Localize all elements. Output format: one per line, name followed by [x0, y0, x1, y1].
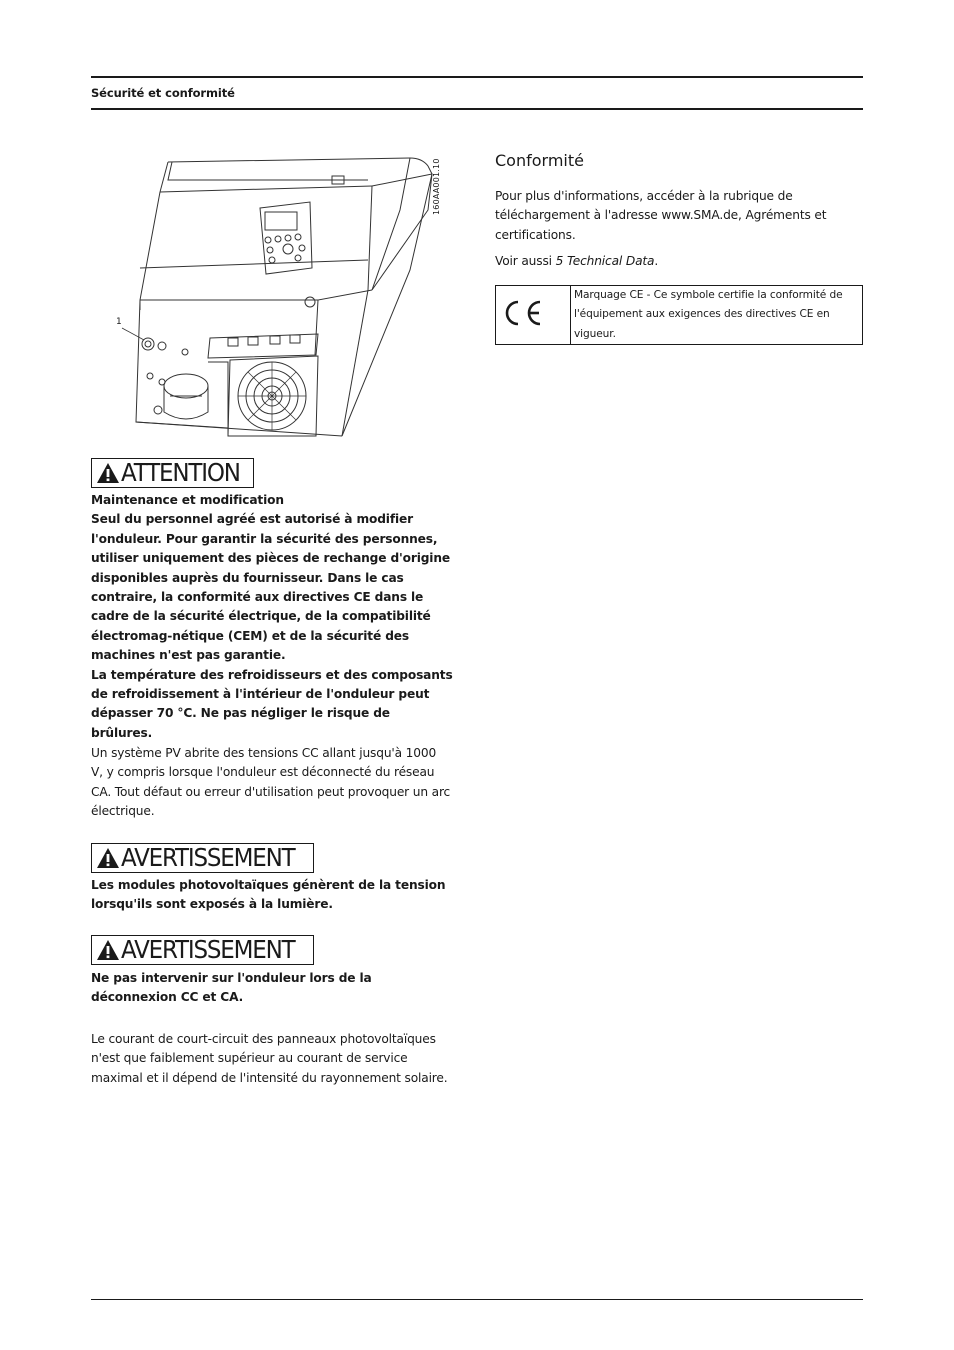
header-top-rule	[91, 76, 863, 78]
see-also-prefix: Voir aussi	[495, 254, 552, 268]
see-also-line	[495, 252, 840, 271]
pv-voltage-paragraph: Un système PV abrite des tensions CC allant jusqu'à 1000 V, y compris lorsque l'onduleur est déconnecté du réseau CA. Tout défaut ou erreur d'utilisation peut provoquer un arc électrique.	[91, 746, 451, 819]
warning-2-label-box	[91, 935, 314, 965]
figure-code: 160AA001.10	[432, 158, 441, 215]
attention-label-box	[91, 458, 254, 488]
short-circuit-paragraph: Le courant de court-circuit des panneaux photovoltaïques n'est que faiblement supérieur au courant de service maximal et il dépend de l'intensité du rayonnement solaire.	[91, 1032, 448, 1085]
conformity-paragraph: Pour plus d'informations, accéder à la rubrique de téléchargement à l'adresse www.SMA.de, Agréments et certifications.	[495, 189, 827, 242]
ce-mark-icon	[500, 298, 544, 328]
attention-body-1: Seul du personnel agréé est autorisé à modifier l'onduleur. Pour garantir la sécurité des personnes, utiliser uniquement des pièces de rechange d'origine disponibles auprès du fournisseur. Dans le cas contraire, la conformité aux directives CE dans le cadre de la sécurité électrique, de la compatibilité électromag-nétique (CEM) et de la sécurité des machines n'est pas garantie.	[91, 512, 450, 663]
warning-triangle-icon	[96, 847, 120, 869]
warning-1-label-box	[91, 843, 314, 873]
attention-title: Maintenance et modification	[91, 493, 284, 507]
attention-label: ATTENTION	[121, 458, 240, 487]
conformity-heading: Conformité	[495, 151, 584, 170]
warning-1-label: AVERTISSEMENT	[121, 843, 295, 872]
ce-mark-description: Marquage CE - Ce symbole certifie la conformité de l'équipement aux exigences des directives CE en vigueur.	[571, 286, 863, 345]
footer-rule	[91, 1299, 863, 1300]
warning-1-body: Les modules photovoltaïques génèrent de la tension lorsqu'ils sont exposés à la lumière.	[91, 878, 446, 912]
figure-callout: 1	[116, 317, 122, 327]
technical-data-link[interactable]: 5 Technical Data	[555, 254, 655, 268]
header-bottom-rule	[91, 108, 863, 110]
warning-triangle-icon	[96, 462, 120, 484]
warning-2-body: Ne pas intervenir sur l'onduleur lors de la déconnexion CC et CA.	[91, 971, 372, 1005]
warning-triangle-icon	[96, 939, 120, 961]
ce-mark-table	[495, 285, 863, 345]
attention-text	[91, 491, 453, 743]
inverter-illustration	[110, 150, 445, 440]
see-also-suffix: .	[654, 254, 659, 268]
section-title: Sécurité et conformité	[91, 86, 235, 100]
ce-mark-cell	[496, 286, 571, 345]
attention-body-2: La température des refroidisseurs et des composants de refroidissement à l'intérieur de l'onduleur peut dépasser 70 °C. Ne pas négliger le risque de brûlures.	[91, 667, 453, 740]
warning-2-label: AVERTISSEMENT	[121, 935, 295, 964]
